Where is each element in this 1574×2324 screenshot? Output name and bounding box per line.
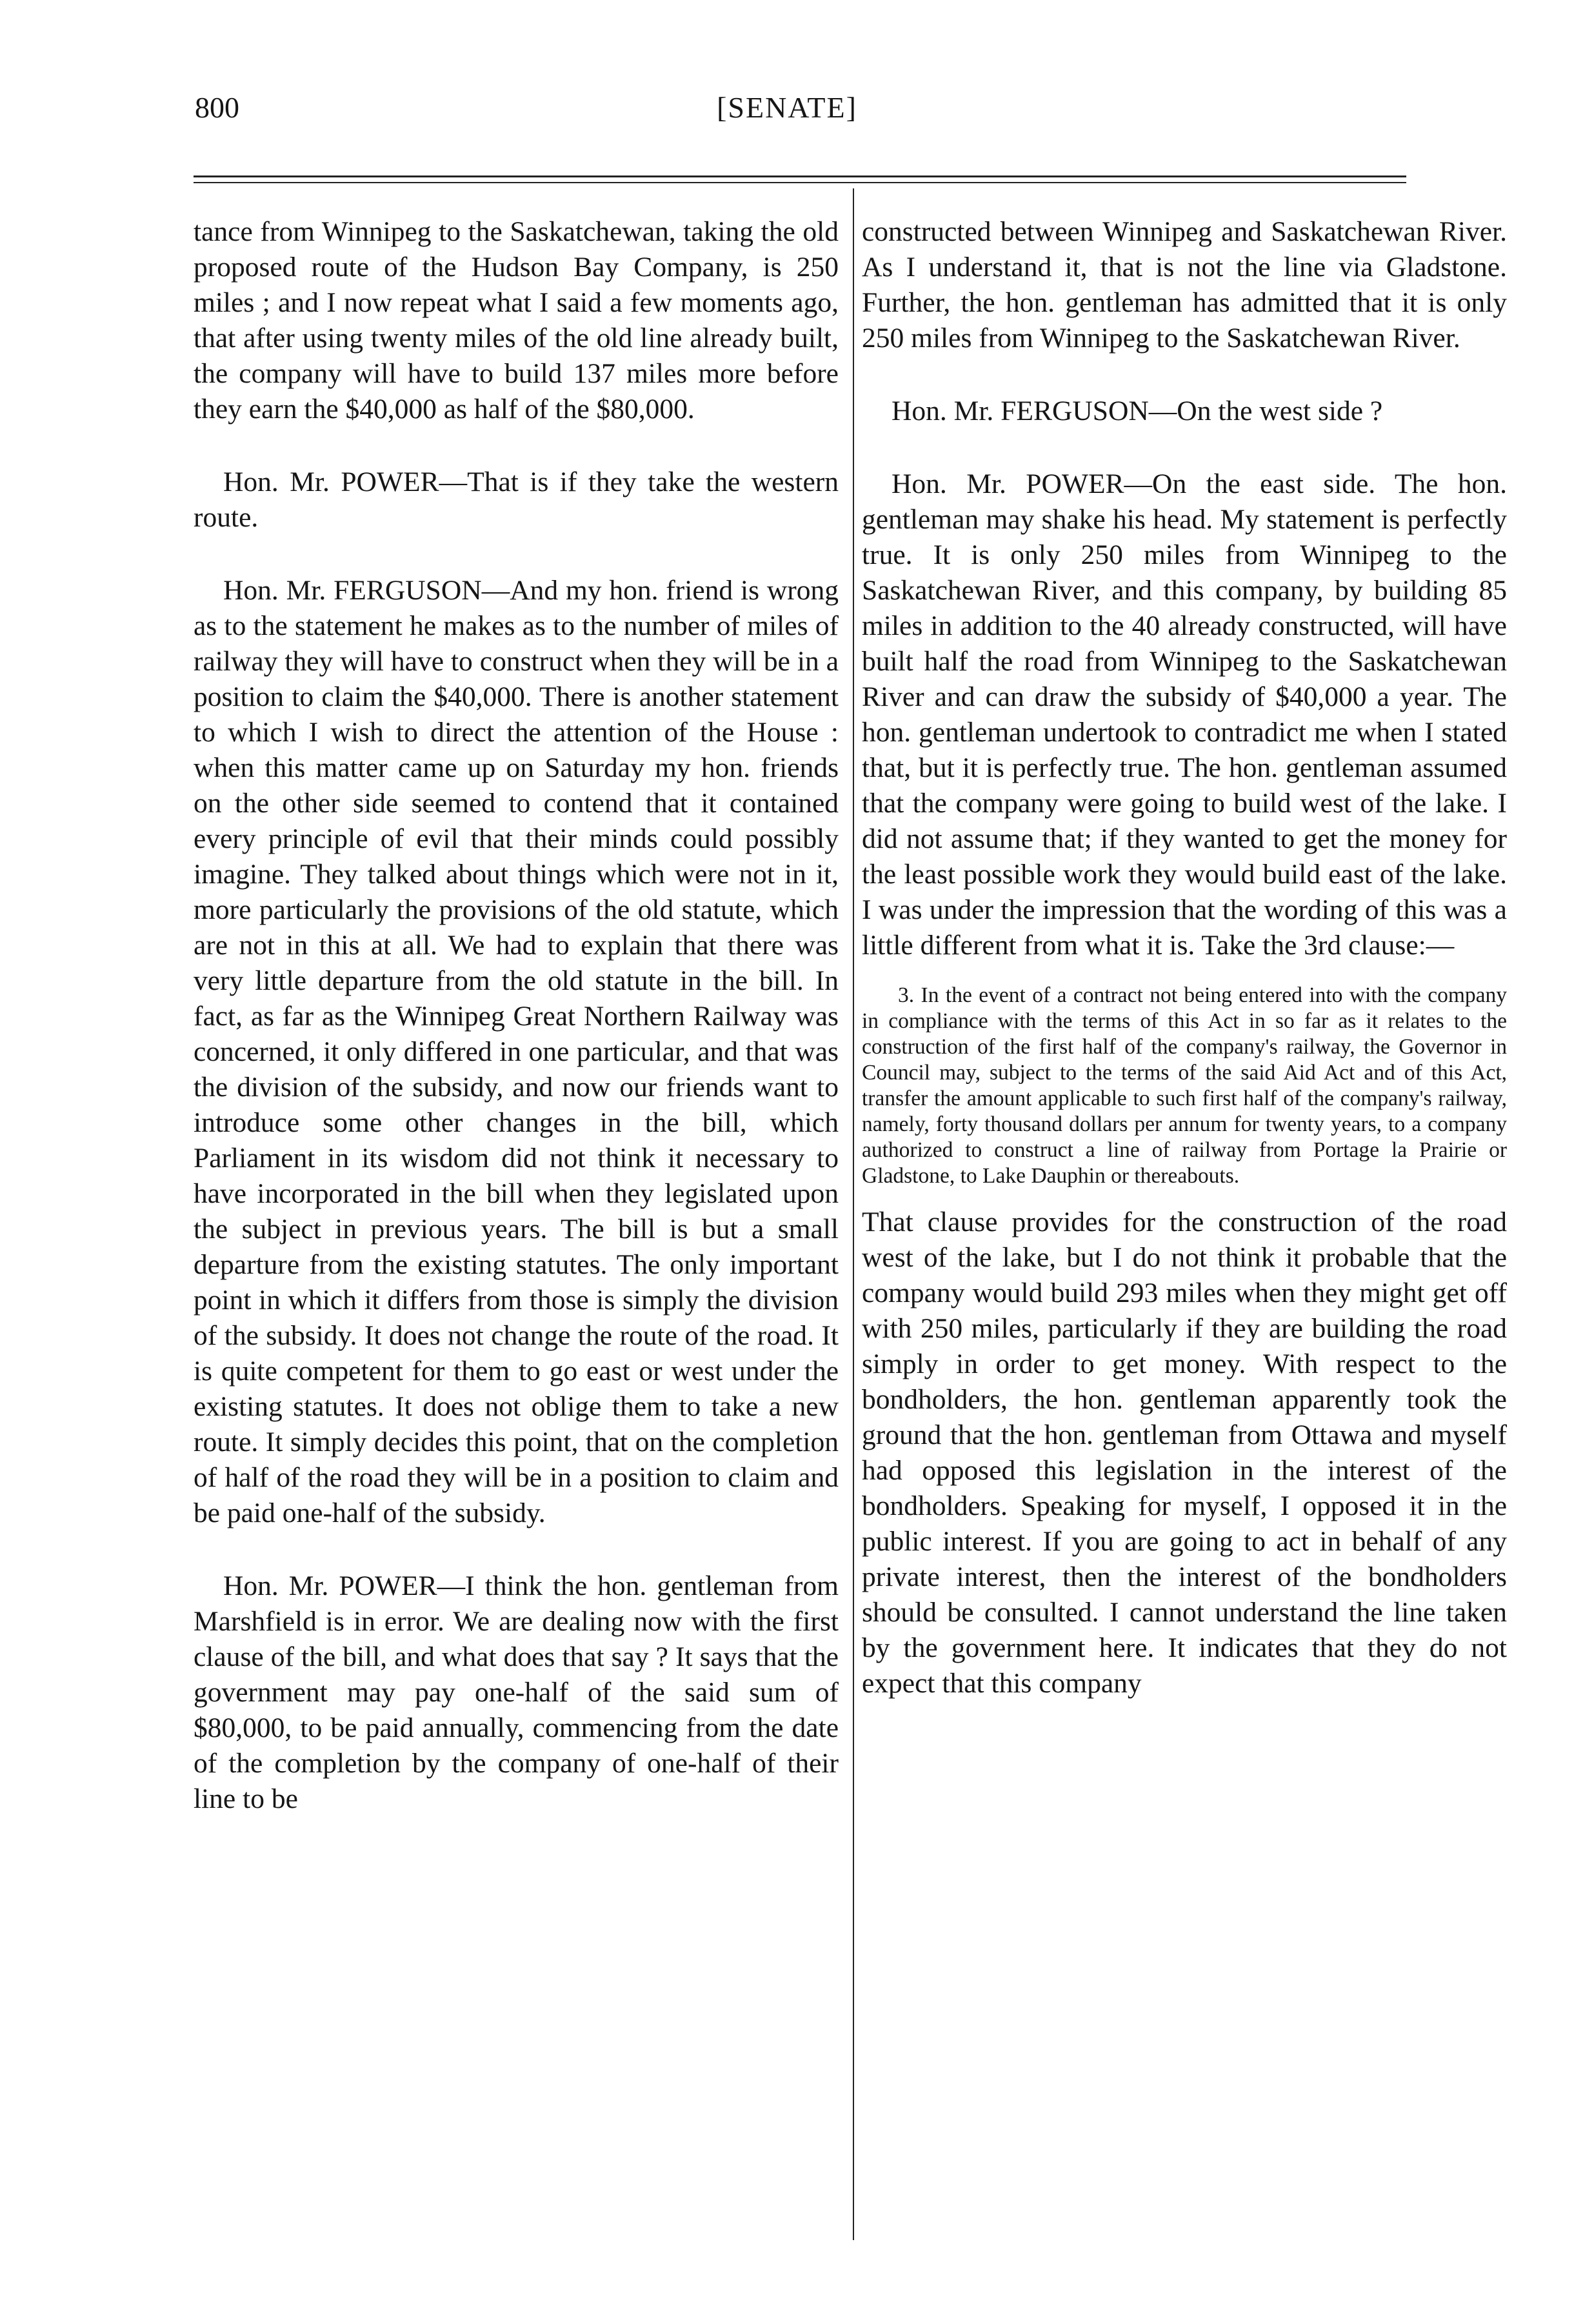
left-paragraph-ferguson-reply-text: Hon. Mr. FERGUSON—And my hon. friend is wrong as to the statement he makes as to the number of miles of railway they will have to construct when they will be in a position to claim the $40,000. There is another statement to which I wish to direct the attention of the House : when this matter came up on Saturday my hon. friends on the other side seemed to contend that it contained every principle of evil that their minds could possibly imagine. They talked about things which were not in it, more particularly the provisions of the old statute, which are not in this at all. We had to explain that there was very little departure from the old statute in the bill. In fact, as far as the Winnipeg Great Northern Railway was concerned, it only differed in one particular, and that was the division of the subsidy, and now our friends want to introduce some other changes in the bill, which Parliament in its wisdom did not think it necessary to have incorporated in the bill when they legislated upon the subject in previous years. The bill is but a small departure from the existing statutes. The only important point in which it differs from those is simply the division of the subsidy. It does not change the route of the road. It is quite competent for them to go east or west under the existing statutes. It does not oblige them to take a new route. It simply decides this point, that on the completion of half of the road they will be in a position to claim and be paid one-half of the subsidy. (194, 575, 839, 1528)
column-divider (853, 188, 854, 2240)
right-column (862, 214, 1507, 1701)
left-paragraph-power-error-text: Hon. Mr. POWER—I think the hon. gentleman from Marshfield is in error. We are dealing now with the first clause of the bill, and what does that say ? It says that the government may pay one-half of the said sum of $80,000, to be paid annually, commencing from the date of the completion by the company of one-half of their line to be (194, 1570, 839, 1814)
right-paragraph-ferguson-west-side (862, 394, 1507, 429)
left-paragraph-power-error (194, 1568, 839, 1817)
page-number: 800 (195, 91, 239, 124)
left-paragraph-ferguson-reply (194, 573, 839, 1531)
left-paragraph-power-western-route (194, 465, 839, 536)
left-paragraph-continuation: tance from Winnipeg to the Saskatchewan, taking the old proposed route of the Hudson Bay Company, is 250 miles ; and I now repeat what I said a few moments ago, that after using twenty miles of the old line already built, the company will have to build 137 miles more before they earn the $40,000 as half of the $80,000. (194, 216, 839, 425)
left-column (194, 214, 839, 1817)
running-head: [SENATE] (717, 91, 857, 124)
header-rule-top (194, 175, 1406, 177)
quoted-clause-3-text: 3. In the event of a contract not being entered into with the company in compliance with the terms of this Act in so far as it relates to the construction of the first half of the company's railway, the Governor in Council may, subject to the terms of the said Aid Act and of this Act, transfer the amount applicable to such first half of the company's railway, namely, forty thousand dollars per annum for twenty years, to a company authorized to construct a line of railway from Portage la Prairie or Gladstone, to Lake Dauphin or thereabouts. (862, 983, 1507, 1188)
right-paragraph-power-east-side (862, 466, 1507, 963)
right-paragraph-power-east-side-text: Hon. Mr. POWER—On the east side. The hon. gentleman may shake his head. My statement is perfectly true. It is only 250 miles from Winnipeg to the Saskatchewan River, and this company, by building 85 miles in addition to the 40 already constructed, will have built half the road from Winnipeg to the Saskatchewan River and can draw the subsidy of $40,000 a year. The hon. gentleman undertook to contradict me when I stated that, but it is perfectly true. The hon. gentleman assumed that the company were going to build west of the lake. I did not assume that; if they wanted to get the money for the least possible work they would build east of the lake. I was under the impression that the wording of this was a little different from what it is. Take the 3rd clause:— (862, 468, 1507, 961)
quoted-clause-3 (862, 983, 1507, 1189)
header-rule-bottom (194, 182, 1406, 183)
right-paragraph-ferguson-west-side-text: Hon. Mr. FERGUSON—On the west side ? (892, 396, 1383, 426)
right-paragraph-clause-discussion: That clause provides for the construction of the road west of the lake, but I do not think it probable that the company would build 293 miles when they might get off with 250 miles, particularly if they are building the road simply in order to get money. With respect to the bondholders, the hon. gentleman apparently took the ground that the hon. gentleman from Ottawa and myself had opposed this legislation in the interest of the bondholders. Speaking for myself, I opposed it in the public interest. If you are going to act in behalf of any private interest, then the interest of the bondholders should be consulted. I cannot understand the line taken by the government here. It indicates that they do not expect that this company (862, 1207, 1507, 1699)
left-paragraph-power-western-route-text: Hon. Mr. POWER—That is if they take the western route. (194, 466, 839, 533)
right-paragraph-continuation: constructed between Winnipeg and Saskatchewan River. As I understand it, that is not the line via Gladstone. Further, the hon. gentleman has admitted that it is only 250 miles from Winnipeg to the Saskatchewan River. (862, 216, 1507, 354)
